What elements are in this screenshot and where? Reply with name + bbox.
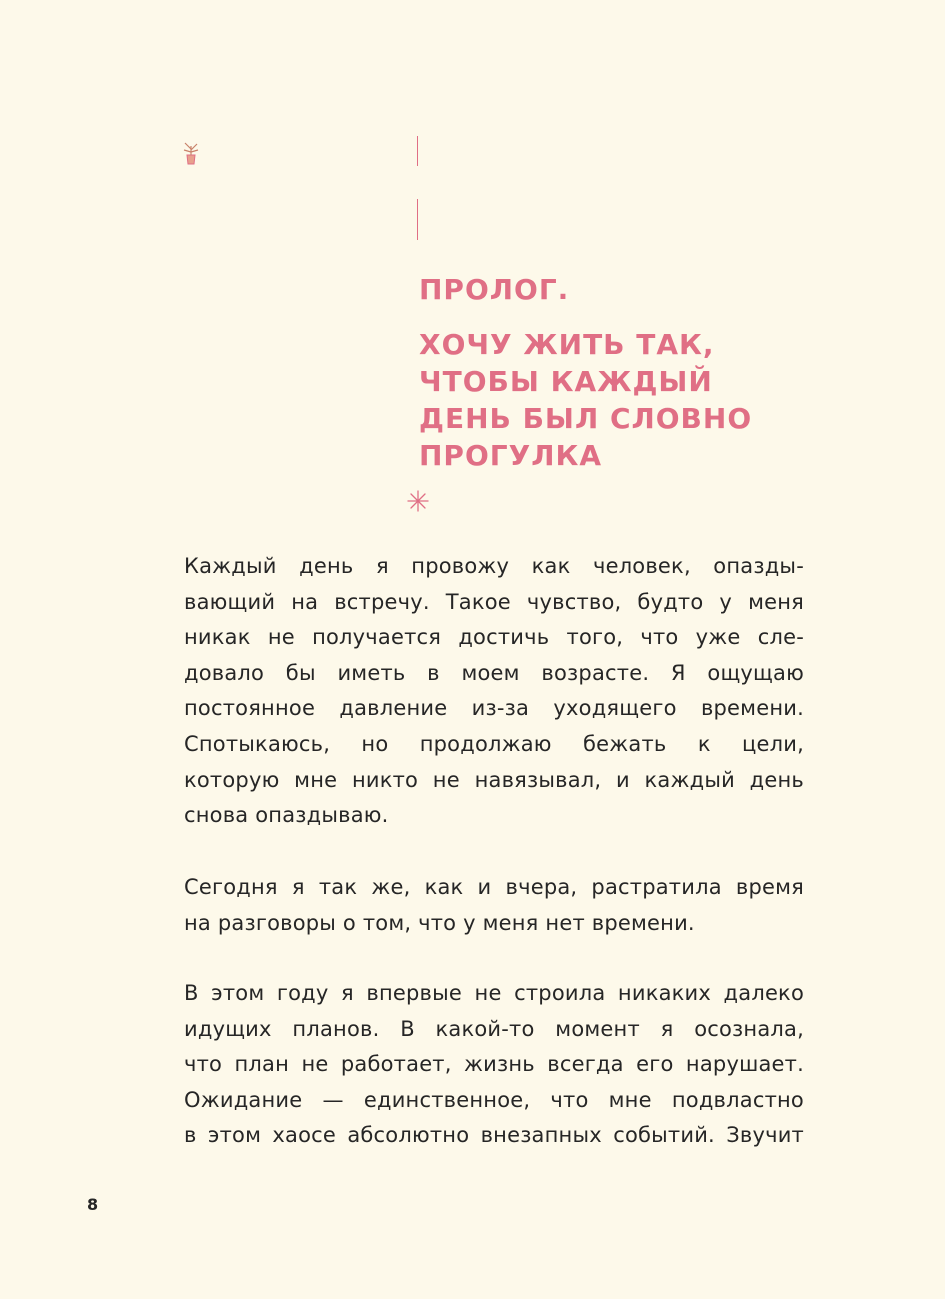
text-line: на разговоры о том, что у меня нет времени. [184, 910, 695, 935]
text-line: которую мне никто не навязывал, и каждый день [184, 767, 804, 792]
asterisk-star-icon [406, 489, 430, 513]
text-line: постоянное давление из-за уходящего времени. [184, 696, 804, 721]
text-line: Каждый день я провожу как человек, опазды- [184, 554, 804, 578]
subtitle-line: ДЕНЬ БЫЛ СЛОВНО [419, 402, 753, 435]
chapter-title: ПРОЛОГ. [419, 273, 570, 306]
text-line: Сегодня я так же, как и вчера, растратила время [184, 875, 804, 899]
divider-line-top [417, 136, 418, 166]
text-line: вающий на встречу. Такое чувство, будто у меня [184, 589, 804, 614]
subtitle-line: ХОЧУ ЖИТЬ ТАК, [419, 328, 715, 361]
divider-line-bottom [417, 199, 418, 240]
text-line: никак не получается достичь того, что уже сле- [184, 625, 804, 650]
paragraph [184, 976, 804, 1154]
text-line: что план не работает, жизнь всегда его нарушает. [184, 1052, 804, 1077]
text-line: В этом году я впервые не строила никаких далеко [184, 981, 804, 1005]
subtitle-line: ЧТОБЫ КАЖДЫЙ [419, 365, 713, 398]
subtitle-line: ПРОГУЛКА [419, 439, 602, 472]
text-line: Спотыкаюсь, но продолжаю бежать к цели, [184, 731, 804, 756]
plant-pot-icon [181, 140, 201, 166]
text-line: Ожидание — единственное, что мне подвластно [184, 1087, 804, 1112]
chapter-subtitle [419, 326, 752, 474]
page-number: 8 [87, 1195, 99, 1214]
text-line: в этом хаосе абсолютно внезапных событий. Звучит [184, 1123, 804, 1148]
text-line: довало бы иметь в моем возрасте. Я ощущаю [184, 660, 804, 685]
paragraph [184, 549, 804, 834]
text-line: идущих планов. В какой-то момент я осознала, [184, 1016, 804, 1041]
text-line: снова опаздываю. [184, 803, 389, 828]
paragraph [184, 870, 804, 941]
